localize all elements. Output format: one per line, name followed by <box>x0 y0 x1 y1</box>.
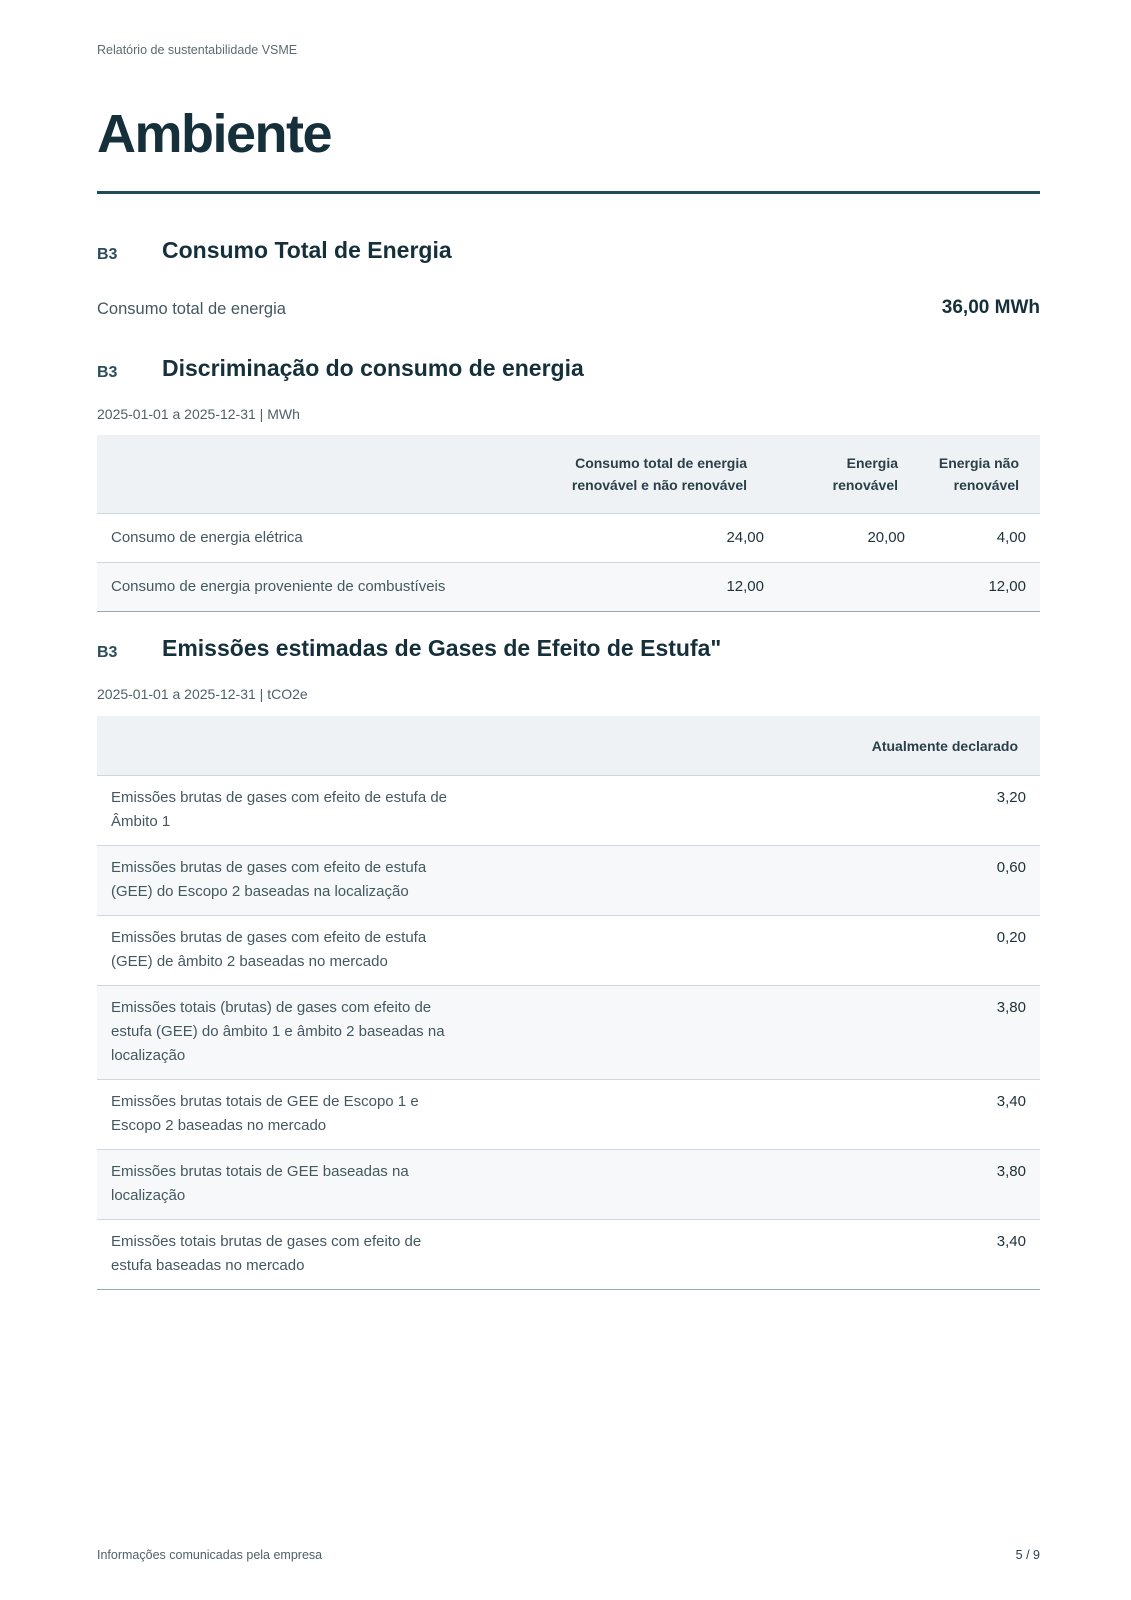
table-row <box>97 1150 1040 1220</box>
total-energy-row <box>97 297 1040 323</box>
row-label: Emissões totais (brutas) de gases com efeito de estufa (GEE) do âmbito 1 e âmbito 2 baseadas na localização <box>97 986 467 1080</box>
row-value: 3,40 <box>467 1220 1040 1290</box>
section-code: B3 <box>97 246 118 263</box>
table-row <box>97 916 1040 986</box>
row-total: 12,00 <box>519 563 778 612</box>
section-title: Emissões estimadas de Gases de Efeito de Estufa" <box>162 635 722 661</box>
table-row <box>97 776 1040 846</box>
row-label: Emissões brutas totais de GEE baseadas na localização <box>97 1150 467 1220</box>
column-header-renewable-text: Energia renovável <box>832 455 898 493</box>
row-non-renewable: 12,00 <box>919 563 1040 612</box>
row-label: Consumo de energia proveniente de combustíveis <box>97 563 519 612</box>
column-header-total: Consumo total de energia renovável e não renovável <box>519 435 778 514</box>
energy-breakdown-table <box>97 435 1040 612</box>
row-label: Emissões brutas de gases com efeito de estufa de Âmbito 1 <box>97 776 467 846</box>
energy-period: 2025-01-01 a 2025-12-31 | MWh <box>97 406 300 422</box>
table-row <box>97 514 1040 563</box>
table-row <box>97 986 1040 1080</box>
row-renewable <box>778 563 919 612</box>
report-page <box>97 0 1040 1600</box>
row-label: Emissões brutas de gases com efeito de estufa (GEE) do Escopo 2 baseadas na localização <box>97 846 467 916</box>
ghg-period: 2025-01-01 a 2025-12-31 | tCO2e <box>97 686 308 702</box>
column-header-non-renewable-text: Energia não renovável <box>938 455 1019 493</box>
row-label: Emissões totais brutas de gases com efeito de estufa baseadas no mercado <box>97 1220 467 1290</box>
row-value: 3,80 <box>467 986 1040 1080</box>
report-title: Relatório de sustentabilidade VSME <box>97 43 298 57</box>
section-title: Consumo Total de Energia <box>162 237 452 263</box>
ghg-emissions-table <box>97 716 1040 1290</box>
column-header-non-renewable <box>919 435 1040 514</box>
row-total: 24,00 <box>519 514 778 563</box>
column-header-declared: Atualmente declarado <box>467 716 1040 776</box>
row-label: Consumo de energia elétrica <box>97 514 519 563</box>
section-code: B3 <box>97 364 118 381</box>
table-row <box>97 1080 1040 1150</box>
total-energy-value: 36,00 MWh <box>941 297 1040 318</box>
row-renewable: 20,00 <box>778 514 919 563</box>
row-value: 0,60 <box>467 846 1040 916</box>
table-row <box>97 1220 1040 1290</box>
column-header-renewable <box>778 435 919 514</box>
row-value: 3,80 <box>467 1150 1040 1220</box>
section-energy-breakdown-header <box>97 355 1040 389</box>
table-row <box>97 846 1040 916</box>
row-value: 0,20 <box>467 916 1040 986</box>
row-label: Emissões brutas totais de GEE de Escopo 1 e Escopo 2 baseadas no mercado <box>97 1080 467 1150</box>
row-value: 3,20 <box>467 776 1040 846</box>
footer-note: Informações comunicadas pela empresa <box>97 1548 323 1562</box>
total-energy-label: Consumo total de energia <box>97 300 286 318</box>
column-header-label <box>97 716 467 776</box>
table-header-row <box>97 435 1040 514</box>
section-title: Discriminação do consumo de energia <box>162 355 584 381</box>
table-row <box>97 563 1040 612</box>
row-value: 3,40 <box>467 1080 1040 1150</box>
title-divider <box>97 191 1040 194</box>
section-code: B3 <box>97 644 118 661</box>
page-number: 5 / 9 <box>1015 1548 1040 1562</box>
row-label: Emissões brutas de gases com efeito de estufa (GEE) de âmbito 2 baseadas no mercado <box>97 916 467 986</box>
section-ghg-header <box>97 635 1040 669</box>
table-header-row <box>97 716 1040 776</box>
row-non-renewable: 4,00 <box>919 514 1040 563</box>
section-total-energy-header <box>97 237 1040 271</box>
page-title: Ambiente <box>97 104 332 164</box>
column-header-label <box>97 435 519 514</box>
